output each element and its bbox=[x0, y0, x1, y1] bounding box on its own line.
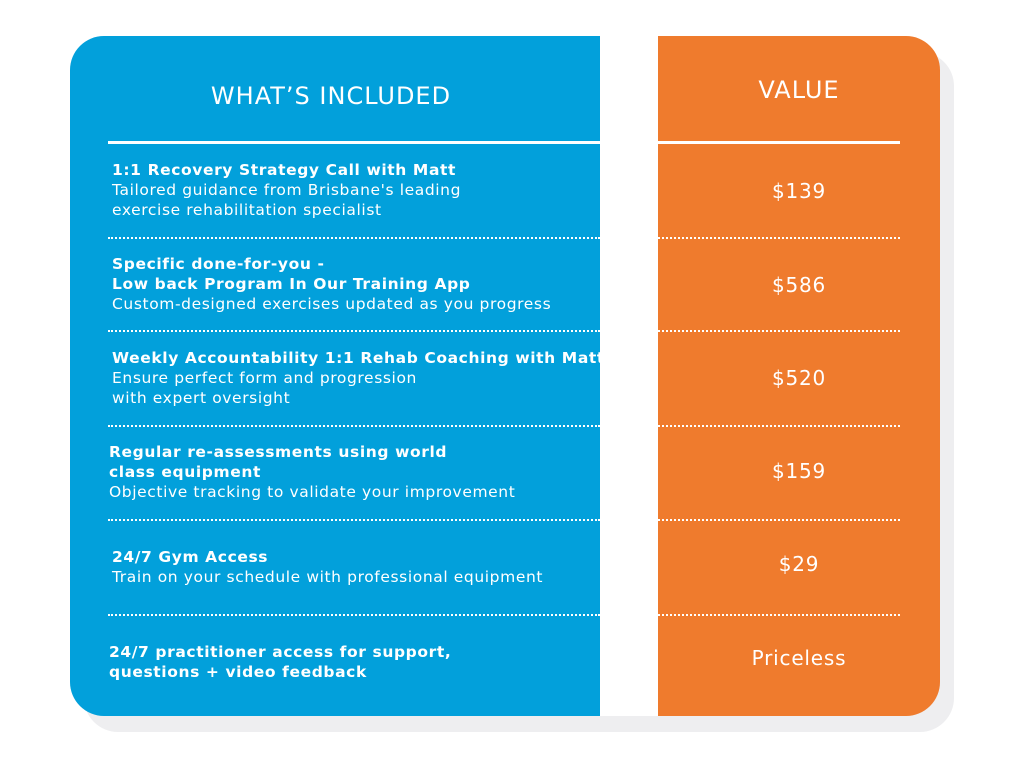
item-title: class equipment bbox=[109, 463, 261, 481]
value-heading-rule bbox=[658, 141, 900, 144]
item-value: $139 bbox=[771, 179, 827, 203]
row-divider bbox=[658, 519, 900, 521]
row-divider bbox=[108, 614, 600, 616]
item-title: Low back Program In Our Training App bbox=[112, 275, 471, 293]
list-item bbox=[109, 442, 515, 502]
item-title: 1:1 Recovery Strategy Call with Matt bbox=[112, 161, 457, 179]
item-description: Objective tracking to validate your improvement bbox=[109, 483, 516, 501]
item-description: Train on your schedule with professional equipment bbox=[112, 568, 544, 586]
pricing-card bbox=[70, 36, 940, 716]
item-title: 24/7 practitioner access for support, bbox=[109, 643, 452, 661]
row-divider bbox=[108, 425, 600, 427]
row-divider bbox=[658, 425, 900, 427]
item-title: 24/7 Gym Access bbox=[112, 548, 269, 566]
included-heading: WHAT’S INCLUDED bbox=[210, 82, 452, 110]
item-title: questions + video feedback bbox=[109, 663, 367, 681]
row-divider bbox=[108, 237, 600, 239]
item-description: Tailored guidance from Brisbane's leading bbox=[112, 181, 462, 199]
list-item bbox=[112, 254, 551, 314]
row-divider bbox=[108, 330, 600, 332]
item-value: $586 bbox=[771, 273, 827, 297]
row-divider bbox=[658, 237, 900, 239]
item-description: exercise rehabilitation specialist bbox=[112, 201, 382, 219]
item-value: $520 bbox=[771, 366, 827, 390]
list-item bbox=[112, 348, 605, 408]
item-title: Regular re-assessments using world bbox=[109, 443, 448, 461]
value-heading: VALUE bbox=[758, 76, 840, 104]
list-item bbox=[112, 547, 543, 587]
item-description: Ensure perfect form and progression bbox=[112, 369, 417, 387]
row-divider bbox=[658, 330, 900, 332]
list-item bbox=[112, 160, 461, 220]
item-value: $29 bbox=[778, 552, 820, 576]
list-item bbox=[109, 642, 451, 682]
column-gap bbox=[600, 36, 658, 716]
item-value: $159 bbox=[771, 459, 827, 483]
item-title: Weekly Accountability 1:1 Rehab Coaching with Matt bbox=[112, 349, 605, 367]
item-description: with expert oversight bbox=[112, 389, 291, 407]
item-value: Priceless bbox=[751, 646, 847, 670]
row-divider bbox=[108, 519, 600, 521]
included-heading-rule bbox=[108, 141, 600, 144]
item-description: Custom-designed exercises updated as you progress bbox=[112, 295, 552, 313]
row-divider bbox=[658, 614, 900, 616]
item-title: Specific done-for-you - bbox=[112, 255, 325, 273]
